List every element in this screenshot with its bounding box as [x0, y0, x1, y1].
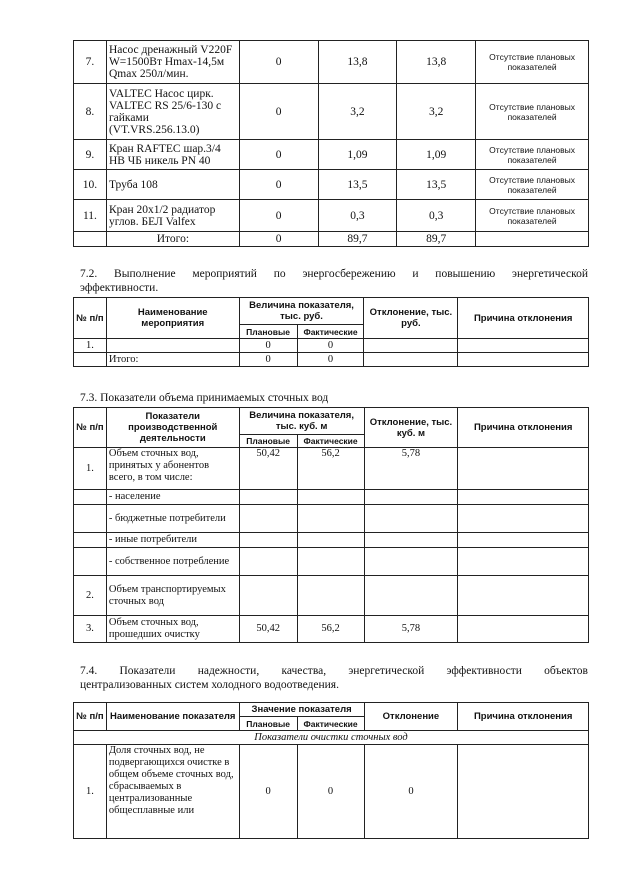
deviation-value: 13,8 [397, 41, 476, 84]
table-row [74, 41, 589, 84]
deviation-value: 5,78 [364, 448, 458, 490]
indicator-name: Объем транспортируемых сточных вод [106, 576, 239, 616]
empty-cell [74, 533, 107, 548]
item-name: Кран RAFTEC шар.3/4 НВ ЧБ никель PN 40 [106, 140, 239, 170]
header-fact: Фактические [297, 325, 364, 339]
table-row [74, 576, 589, 616]
table-row [74, 616, 589, 643]
total-deviation: 89,7 [397, 232, 476, 247]
empty-cell [239, 490, 297, 505]
header-name: Наименование показателя [106, 703, 239, 731]
indicator-name: - население [106, 490, 239, 505]
empty-cell [476, 232, 589, 247]
empty-cell [239, 505, 297, 533]
header-plan: Плановые [239, 435, 297, 448]
row-number: 2. [74, 576, 107, 616]
fact-value: 13,8 [318, 41, 397, 84]
empty-cell [74, 505, 107, 533]
table-row [74, 140, 589, 170]
deviation-reason: Отсутствие плановых показателей [476, 170, 589, 200]
header-fact: Фактические [297, 717, 364, 731]
header-value: Значение показателя [239, 703, 364, 717]
empty-cell [297, 490, 364, 505]
table-row [74, 448, 589, 490]
item-name: Насос дренажный V220F W=1500Вт Hmax-14,5м Qmax 250л/мин. [106, 41, 239, 84]
section-7-3-heading: 7.3. Показатели объема принимаемых сточных вод [80, 392, 329, 404]
item-name: VALTEC Насос цирк. VALTEC RS 25/6-130 с гайками (VT.VRS.256.13.0) [106, 84, 239, 140]
header-fact: Фактические [297, 435, 364, 448]
empty-cell [458, 533, 589, 548]
header-deviation: Отклонение [364, 703, 458, 731]
deviation-reason: Отсутствие плановых показателей [476, 84, 589, 140]
deviation-value: 1,09 [397, 140, 476, 170]
row-number: 1. [74, 745, 107, 839]
item-name: Кран 20х1/2 радиатор углов. БЕЛ Valfex [106, 200, 239, 232]
section-subheader: Показатели очистки сточных вод [74, 731, 589, 745]
fact-value: 3,2 [318, 84, 397, 140]
empty-cell [458, 576, 589, 616]
indicator-name: - бюджетные потребители [106, 505, 239, 533]
plan-value: 50,42 [239, 616, 297, 643]
empty-cell [458, 353, 589, 367]
empty-cell [458, 505, 589, 533]
empty-cell [458, 448, 589, 490]
empty-cell [364, 505, 458, 533]
empty-cell [364, 533, 458, 548]
plan-value: 0 [239, 200, 318, 232]
fact-value: 13,5 [318, 170, 397, 200]
total-row [74, 232, 589, 247]
row-number: 1. [74, 339, 107, 353]
indicator-name: - иные потребители [106, 533, 239, 548]
header-name: Наименование мероприятия [106, 298, 239, 339]
total-label: Итого: [106, 353, 239, 367]
plan-value: 0 [239, 140, 318, 170]
total-fact: 0 [297, 353, 364, 367]
empty-cell [74, 232, 107, 247]
deviation-value: 0 [364, 745, 458, 839]
row-number: 10. [74, 170, 107, 200]
empty-cell [458, 745, 589, 839]
header-value: Величина показателя, тыс. руб. [239, 298, 364, 325]
empty-cell [239, 576, 297, 616]
row-number: 8. [74, 84, 107, 140]
plan-value: 0 [239, 41, 318, 84]
indicator-name: Объем сточных вод, прошедших очистку [106, 616, 239, 643]
section-7-4-heading-line2: централизованных систем холодного водоотведения. [80, 679, 339, 691]
empty-cell [458, 616, 589, 643]
fact-value: 0,3 [318, 200, 397, 232]
header-deviation: Отклонение, тыс. руб. [364, 298, 458, 339]
indicator-name: Доля сточных вод, не подвергающихся очистке в общем объеме сточных вод, сбрасываемых в централизованные общесплавные или [106, 745, 239, 839]
empty-cell [364, 353, 458, 367]
empty-cell [364, 490, 458, 505]
row-number: 3. [74, 616, 107, 643]
table-row [74, 505, 589, 533]
empty-cell [74, 548, 107, 576]
wastewater-volume-table [73, 407, 589, 643]
empty-cell [458, 339, 589, 353]
empty-cell [106, 339, 239, 353]
section-7-2-heading-line1: 7.2. Выполнение мероприятий по энергосбережению и повышению энергетической [80, 268, 588, 280]
empty-cell [297, 533, 364, 548]
fact-value: 56,2 [297, 448, 364, 490]
header-deviation: Отклонение, тыс. куб. м [364, 408, 458, 448]
header-plan: Плановые [239, 325, 297, 339]
empty-cell [458, 490, 589, 505]
header-reason: Причина отклонения [458, 703, 589, 731]
plan-value: 0 [239, 84, 318, 140]
row-number: 7. [74, 41, 107, 84]
empty-cell [364, 576, 458, 616]
deviation-value: 3,2 [397, 84, 476, 140]
header-reason: Причина отклонения [458, 408, 589, 448]
indicator-name: Объем сточных вод, принятых у абонентов всего, в том числе: [106, 448, 239, 490]
deviation-value: 0,3 [397, 200, 476, 232]
empty-cell [239, 548, 297, 576]
empty-cell [297, 576, 364, 616]
reliability-table [73, 702, 589, 839]
header-number: № п/п [74, 703, 107, 731]
empty-cell [364, 548, 458, 576]
fact-value: 56,2 [297, 616, 364, 643]
table-row [74, 200, 589, 232]
row-number: 9. [74, 140, 107, 170]
fact-value: 1,09 [318, 140, 397, 170]
plan-value: 0 [239, 745, 297, 839]
header-value: Величина показателя, тыс. куб. м [239, 408, 364, 435]
header-number: № п/п [74, 298, 107, 339]
deviation-reason: Отсутствие плановых показателей [476, 41, 589, 84]
deviation-value: 13,5 [397, 170, 476, 200]
plan-value: 50,42 [239, 448, 297, 490]
empty-cell [458, 548, 589, 576]
equipment-table [73, 40, 589, 247]
header-reason: Причина отклонения [458, 298, 589, 339]
table-row [74, 548, 589, 576]
deviation-value: 5,78 [364, 616, 458, 643]
table-row [74, 745, 589, 839]
row-number: 11. [74, 200, 107, 232]
plan-value: 0 [239, 170, 318, 200]
deviation-reason: Отсутствие плановых показателей [476, 200, 589, 232]
section-7-4-heading-line1: 7.4. Показатели надежности, качества, энергетической эффективности объектов [80, 665, 588, 677]
empty-cell [74, 490, 107, 505]
table-row [74, 339, 589, 353]
total-plan: 0 [239, 353, 297, 367]
measures-table [73, 297, 589, 367]
row-number: 1. [74, 448, 107, 490]
empty-cell [239, 533, 297, 548]
empty-cell [364, 339, 458, 353]
header-plan: Плановые [239, 717, 297, 731]
total-label: Итого: [106, 232, 239, 247]
table-row [74, 490, 589, 505]
indicator-name: - собственное потребление [106, 548, 239, 576]
total-plan: 0 [239, 232, 318, 247]
table-row [74, 170, 589, 200]
header-number: № п/п [74, 408, 107, 448]
plan-value: 0 [239, 339, 297, 353]
table-row [74, 84, 589, 140]
section-7-2-heading-line2: эффективности. [80, 282, 159, 294]
item-name: Труба 108 [106, 170, 239, 200]
fact-value: 0 [297, 745, 364, 839]
table-row [74, 533, 589, 548]
empty-cell [297, 548, 364, 576]
deviation-reason: Отсутствие плановых показателей [476, 140, 589, 170]
fact-value: 0 [297, 339, 364, 353]
total-row [74, 353, 589, 367]
empty-cell [74, 353, 107, 367]
header-name: Показатели производственной деятельности [106, 408, 239, 448]
empty-cell [297, 505, 364, 533]
total-fact: 89,7 [318, 232, 397, 247]
